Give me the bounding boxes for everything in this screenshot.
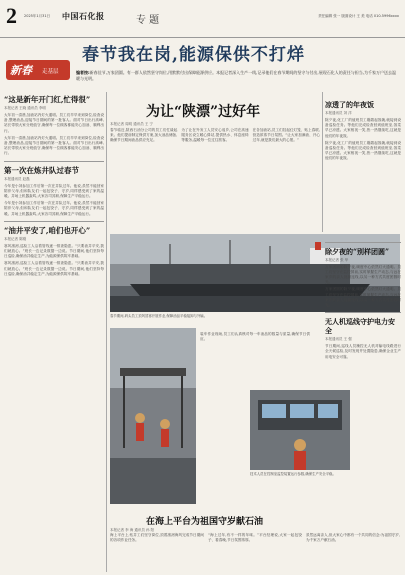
left-column (4, 95, 104, 277)
main-story-title: 为让“陕漂”过好年 (146, 104, 261, 120)
photo-caption: 春节期间,码头员工顶风冒寒开展作业,保障油品平稳接卸与外输。 (110, 314, 208, 318)
story-text: 寒风凛冽,巡检工人沿着管线逐一排查隐患。“只要油井平安,我们就放心。”班长一边记录数据一边说。节日期间,他们坚持每日巡检,确保油井稳定生产,为能源保供筑牢基础。 (4, 243, 104, 259)
badge-main: 新春 (10, 64, 32, 77)
story-text: 大年初一清晨,加油站内灯火通明。员工们早早来到岗位,检查设备,整理油品,迎接节日期间的第一批客人。面对节日出行高峰,站长带领大家分班值守,确保每一位顾客都能安心加油、顺利出行。 (4, 135, 104, 156)
story-title: 除夕夜的“别样团圆” (325, 246, 390, 256)
main-story-col: 在各加油站,员工们挂起红灯笼、贴上春联,营造浓浓节日氛围。“让大家加满油、开心过年,就是我们最大的心愿。” (252, 128, 320, 143)
issue-date: 2025年1月31日 (24, 14, 51, 18)
story-byline: 本报通讯员 刘 洋 (325, 111, 352, 115)
story-byline: 本报记者 陈刚 (4, 236, 27, 241)
story-title: 凉透了的年夜饭 (325, 100, 374, 109)
bottom-story-col: “海上过年,有不一样的年味。”平台经理说,大家一起包饺子、看春晚,节日氛围浓厚。 (208, 533, 302, 543)
photo-caption: 装车作业现场,员工们认真核对每一车油品的数量与质量,确保节日供应。 (200, 332, 310, 342)
story-text: 寒风凛冽,巡检工人沿着管线逐一排查隐患。“只要油井平安,我们就放心。”班长一边记录数据一边说。节日期间,他们坚持每日巡检,确保油井稳定生产,为能源保供筑牢基础。 (4, 261, 104, 276)
story-text: 大年初一清晨,加油站内灯火通明。员工们早早来到岗位,检查设备,整理油品,迎接节日期间的第一批客人。面对节日出行高峰,站长带领大家分班值守,确保每一位顾客都能安心加油、顺利出行。 (4, 113, 104, 133)
story-text: 万家团圆的除夕夜,调度中心依然灯火通明。员工们坚守在监控屏前,实时掌握生产动态,与远在家乡的亲人视频连线,以另一种方式共度团圆时光。 (325, 264, 401, 285)
control-room-photo (250, 390, 350, 502)
story-text: 除夕夜,化工厂的值班员工刚端起饭碗,就接到设备巡检任务。等他们完成检查回到值班室,饭菜早已凉透。大家相视一笑,热一热继续吃,这就是他们的年夜饭。 (325, 140, 401, 161)
new-year-badge (6, 60, 70, 80)
main-story-body (110, 128, 320, 144)
paper-name: 中国石化报 (62, 11, 105, 21)
story-text: 除夕夜,化工厂的值班员工刚端起饭碗,就接到设备巡检任务。等他们完成检查回到值班室,饭菜早已凉透。大家相视一笑,热一热继续吃,这就是他们的年夜饭。 (325, 118, 401, 138)
page-number: 2 (6, 3, 17, 28)
main-story-col: 为了让在外务工人员安心返乡,公司在高速服务区设立暖心驿站,提供热水、休息座椅等服务,温暖每一位过往旅客。 (181, 128, 249, 143)
main-story-col: 春节临近,陕西石油分公司的员工们忙碌起来。他们提前制定保供方案,加大油品储备,确保节日期间油品供应充足。 (110, 128, 178, 143)
bottom-story-byline: 本报记者 李 海 通讯员 孙 阳 (110, 528, 155, 532)
bottom-story-body (110, 533, 400, 543)
story-text: 今年是小刘参加工作后第一次在井队过年。他说,虽然不能回家陪伴父母,但和队友们一起包饺子、守岁,同样感受到了家的温暖。井场上机器轰鸣,大家各司其职,保障生产平稳运行。 (4, 183, 104, 199)
divider (325, 312, 401, 313)
section-tag: 专 题 (136, 15, 160, 26)
editor-note-text: 新春佳节,万家团圆。有一群人依然坚守岗位,用默默付出保障能源供应。本报记者深入生产一线,记录他们在春节期间的坚守与付出,展现石化人的责任与担当,为千家万户送去温暖与光明。 (76, 70, 396, 81)
story-byline: 本报通讯员 王 强 (325, 337, 352, 342)
story-byline: 本报通讯员 赵磊 (4, 176, 30, 181)
story-title: “油井平安了,咱们也开心” (4, 225, 91, 235)
divider (325, 242, 401, 243)
column-divider (106, 92, 107, 572)
badge-sub: 走基层 (42, 69, 59, 75)
story-title: “这是新年开门红,忙得很” (4, 95, 91, 104)
story-text: 节日期间,巡线人员操控无人机对输电线路进行全天候巡检,及时发现并处置隐患,确保企业生产用电安全可靠。 (325, 344, 401, 359)
banner-title: 春节我在岗,能源保供不打烊 (82, 45, 305, 65)
divider (4, 161, 104, 162)
story-title: 无人机巡线守护电力安全 (325, 317, 395, 336)
main-story-byline: 本报记者 周明 通讯员 王 宁 (110, 122, 153, 126)
column-divider (322, 92, 323, 232)
editor-note-label: 编者按: (76, 70, 90, 75)
bottom-story-title: 在海上平台为祖国守岁献石油 (146, 517, 264, 527)
editor-meta: 责任编辑 张一 版面设计 王 美 电话 010-5996xxxx (318, 14, 399, 18)
bottom-story-col: 虽然远离亲人,但大家心中都有一个共同的信念:为祖国守岁,为千家万户献石油。 (306, 533, 400, 543)
page-header (0, 0, 405, 38)
story-text: 万家团圆的除夕夜,调度中心依然灯火通明。员工们坚守在监控屏前,实时掌握生产动态,与远在家乡的亲人视频连线,以另一种方式共度团圆时光。 (325, 287, 401, 308)
editor-note (76, 70, 398, 82)
photo-caption: 技术人员在控制室监控装置运行参数,确保生产安全平稳。 (250, 472, 336, 476)
divider (4, 221, 104, 222)
story-byline: 本报记者 王晓 通讯员 李明 (4, 106, 46, 110)
bottom-story-col: 海上平台上,钻井工们坚守岗位,顶着凛冽海风完成节日期间的各项作业任务。 (110, 533, 204, 543)
story-text: 今年是小刘参加工作后第一次在井队过年。他说,虽然不能回家陪伴父母,但和队友们一起包饺子、守岁,同样感受到了家的温暖。井场上机器轰鸣,大家各司其职,保障生产平稳运行。 (4, 201, 104, 216)
story-title: 第一次在炼井队过春节 (4, 165, 79, 175)
story-byline: 本报记者 张 华 (325, 257, 349, 262)
loading-photo (110, 328, 196, 504)
right-column (325, 100, 401, 360)
